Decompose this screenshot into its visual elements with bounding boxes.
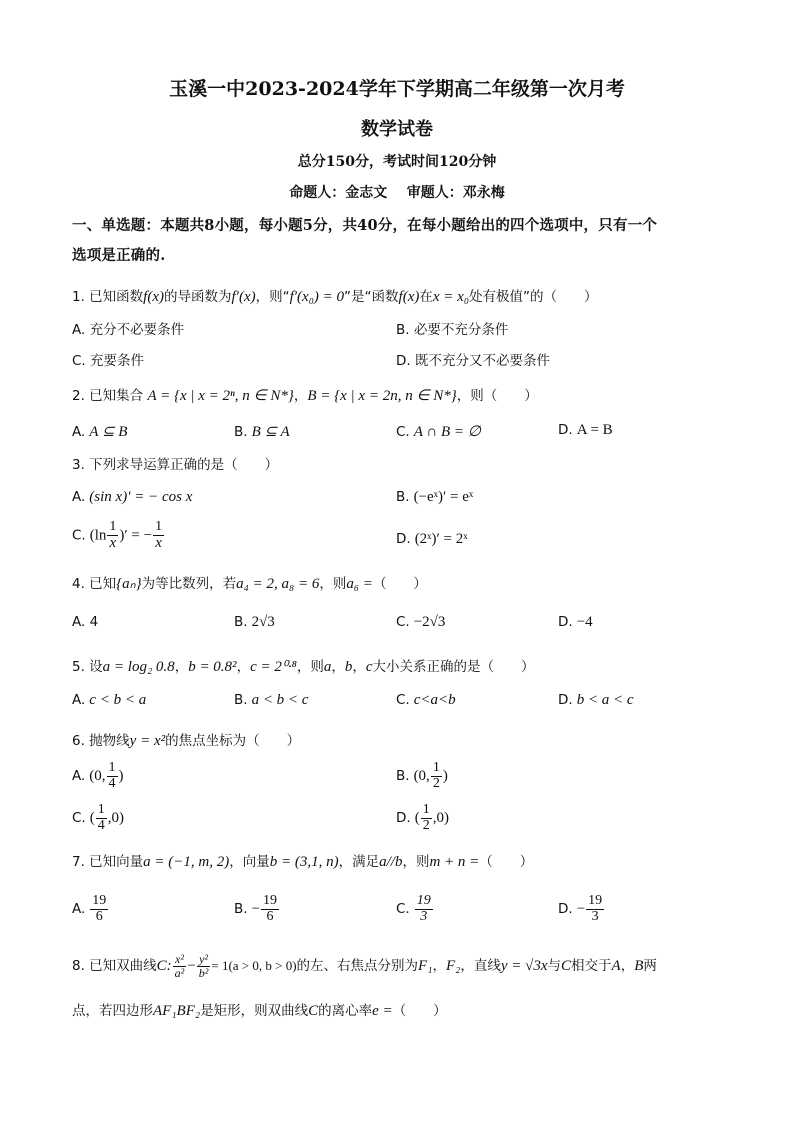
q5-math: a bbox=[323, 659, 332, 675]
option-math: (0, bbox=[89, 768, 106, 785]
option-letter: C. bbox=[396, 692, 410, 708]
q7-math: m + n = bbox=[429, 854, 480, 870]
q5-text: ， bbox=[236, 659, 251, 675]
option-letter: D. bbox=[396, 810, 411, 827]
fraction bbox=[107, 761, 118, 791]
option-letter: A. bbox=[72, 901, 86, 918]
option-math: a < b < c bbox=[251, 692, 309, 708]
q2-text: 2. 已知集合 bbox=[72, 388, 144, 404]
option-math: (sin x)′ = − cos x bbox=[89, 489, 193, 505]
q7-math: b = (3,1, n) bbox=[269, 854, 339, 870]
q2-option-b bbox=[234, 422, 290, 441]
q5-math: b = 0.8² bbox=[188, 659, 237, 675]
fraction bbox=[261, 894, 279, 924]
q1-math: f(x) bbox=[398, 289, 420, 305]
q5-text: ， bbox=[174, 659, 189, 675]
q2-option-d bbox=[558, 422, 613, 439]
option-math: −4 bbox=[576, 614, 593, 630]
q5-text: ， bbox=[331, 659, 345, 675]
denominator: b² bbox=[198, 965, 209, 980]
numerator: 19 bbox=[263, 893, 278, 908]
option-math: ( bbox=[414, 810, 420, 827]
q4-text: 为等比数列，若 bbox=[141, 576, 237, 592]
option-letter: C. bbox=[72, 527, 86, 544]
q6-option-b bbox=[396, 761, 448, 791]
q5-math: b bbox=[344, 659, 353, 675]
option-letter: A. bbox=[72, 424, 86, 440]
q5-option-b bbox=[234, 692, 308, 709]
q7-option-b bbox=[234, 894, 280, 924]
q8-math: B bbox=[634, 958, 644, 975]
q1-math: x = x₀ bbox=[432, 289, 470, 305]
q8-math: y = √3x bbox=[500, 958, 548, 975]
q5-math: a = log₂ 0.8 bbox=[102, 659, 175, 675]
q8-math: AF₁BF₂ bbox=[153, 1003, 201, 1019]
option-letter: B. bbox=[396, 768, 410, 785]
q7-text: （ ） bbox=[479, 854, 534, 870]
option-math: c<a<b bbox=[413, 692, 456, 708]
fraction bbox=[421, 803, 432, 833]
q5-text: 5. 设 bbox=[72, 659, 103, 675]
fraction bbox=[586, 894, 604, 924]
fraction bbox=[431, 761, 442, 791]
q1-text: ，则“ bbox=[255, 289, 290, 305]
exam-authors: 命题人：金志文 审题人：邓永梅 bbox=[289, 185, 505, 201]
q4-option-d bbox=[558, 614, 593, 631]
numerator: 1 bbox=[422, 802, 430, 817]
option-letter: A. bbox=[72, 692, 86, 708]
exam-title: 玉溪一中2023-2024学年下学期高二年级第一次月考 bbox=[169, 78, 625, 100]
option-math: ,0) bbox=[432, 810, 449, 827]
question-2 bbox=[72, 384, 538, 405]
option-letter: D. bbox=[558, 422, 573, 438]
numerator: 19 bbox=[416, 893, 431, 908]
option-letter: C. bbox=[396, 614, 410, 630]
q3-option-d bbox=[396, 531, 468, 548]
q2-text: ， bbox=[293, 388, 308, 404]
option-letter: D. bbox=[558, 692, 573, 708]
option-letter: A. bbox=[72, 489, 86, 505]
q4-text: ，则 bbox=[319, 576, 347, 592]
fraction bbox=[153, 520, 164, 551]
q8-text: ， bbox=[620, 958, 635, 975]
numerator: x² bbox=[175, 952, 184, 966]
q7-text: ，则 bbox=[402, 854, 430, 870]
fraction bbox=[415, 894, 433, 924]
section-heading: 一、单选题：本题共8小题，每小题5分，共40分，在每小题给出的四个选项中，只有一个 bbox=[72, 217, 658, 234]
option-math: A ∩ B = ∅ bbox=[413, 424, 481, 440]
q8-text: 是矩形，则双曲线 bbox=[200, 1003, 309, 1019]
q1-option-a: A. 充分不必要条件 bbox=[72, 322, 185, 338]
question-8-cont bbox=[72, 999, 447, 1020]
question-1 bbox=[72, 285, 598, 306]
q8-math: F₁ bbox=[418, 958, 433, 975]
option-math: A = B bbox=[576, 422, 613, 438]
option-math: c < b < a bbox=[89, 692, 147, 708]
section-heading-cont: 选项是正确的. bbox=[72, 247, 166, 264]
q1-math: f(x) bbox=[143, 289, 164, 305]
q8-math: = 1(a > 0, b > 0) bbox=[211, 958, 297, 974]
numerator: 1 bbox=[108, 760, 116, 775]
denominator: a² bbox=[174, 965, 185, 980]
q8-math: e = bbox=[372, 1003, 393, 1019]
q7-text: ，向量 bbox=[229, 854, 270, 870]
q3-option-c bbox=[72, 520, 165, 551]
option-letter: B. bbox=[234, 901, 248, 918]
q5-math: c = 2⁰·⁸ bbox=[250, 659, 297, 675]
option-letter: C. bbox=[396, 424, 410, 440]
option-letter: B. bbox=[234, 424, 248, 440]
q7-option-a bbox=[72, 894, 109, 924]
option-letter: D. bbox=[558, 614, 573, 630]
q6-option-a bbox=[72, 761, 124, 791]
option-math: )′ = − bbox=[119, 527, 153, 544]
denominator: 6 bbox=[266, 908, 274, 924]
numerator: 19 bbox=[588, 893, 603, 908]
denominator: x bbox=[109, 534, 117, 551]
fraction bbox=[90, 894, 108, 924]
q8-math: A bbox=[611, 958, 621, 975]
option-letter: C. bbox=[72, 810, 86, 827]
q1-option-b: B. 必要不充分条件 bbox=[396, 322, 509, 338]
denominator: 6 bbox=[95, 908, 103, 924]
fraction bbox=[197, 953, 211, 979]
option-math: b < a < c bbox=[576, 692, 634, 708]
q1-math: f′(x₀) = 0 bbox=[289, 289, 345, 305]
q7-option-d bbox=[558, 894, 605, 924]
option-math: (0, bbox=[413, 768, 430, 785]
q8-text: 相交于 bbox=[571, 958, 612, 975]
q4-option-a: A. 4 bbox=[72, 614, 99, 630]
q5-option-a bbox=[72, 692, 146, 709]
q4-text: （ ） bbox=[372, 576, 427, 592]
numerator: 19 bbox=[92, 893, 107, 908]
q5-option-d bbox=[558, 692, 634, 709]
numerator: 1 bbox=[97, 802, 105, 817]
exam-subject: 数学试卷 bbox=[361, 119, 433, 140]
q8-math: C: bbox=[156, 958, 172, 975]
numerator: 1 bbox=[432, 760, 440, 775]
q7-text: ，满足 bbox=[338, 854, 380, 870]
fraction bbox=[96, 803, 107, 833]
q4-option-b bbox=[234, 614, 275, 631]
q2-text: ，则（ ） bbox=[456, 388, 538, 404]
question-4 bbox=[72, 572, 427, 593]
option-math: (ln bbox=[89, 527, 107, 544]
option-letter: C. bbox=[396, 901, 410, 918]
q6-math: y = x² bbox=[129, 733, 166, 749]
question-8 bbox=[72, 953, 657, 979]
option-math: −2√3 bbox=[413, 614, 446, 630]
q5-text: ，则 bbox=[296, 659, 324, 675]
option-letter: B. bbox=[396, 489, 410, 505]
q2-option-a bbox=[72, 422, 127, 441]
option-math: ) bbox=[442, 768, 448, 785]
q8-text: 点，若四边形 bbox=[72, 1003, 153, 1019]
option-math: (2ˣ)′ = 2ˣ bbox=[414, 531, 468, 547]
q6-text: 的焦点坐标为（ ） bbox=[165, 733, 301, 749]
q8-text: （ ） bbox=[392, 1003, 447, 1019]
denominator: 3 bbox=[591, 908, 599, 924]
q5-text: ， bbox=[352, 659, 366, 675]
q1-option-d: D. 既不充分又不必要条件 bbox=[396, 353, 550, 369]
q6-option-c bbox=[72, 803, 124, 833]
q4-math: a₄ = 2, a₈ = 6 bbox=[236, 576, 320, 592]
option-math: (−eˣ)′ = eˣ bbox=[413, 489, 474, 505]
q8-text: ， bbox=[432, 958, 446, 975]
denominator: 4 bbox=[97, 817, 105, 833]
q8-math: − bbox=[187, 958, 196, 975]
option-math: ( bbox=[89, 810, 95, 827]
numerator: y² bbox=[199, 952, 209, 966]
q1-math: f′(x) bbox=[231, 289, 256, 305]
exam-info: 总分150分，考试时间120分钟 bbox=[297, 154, 497, 170]
option-letter: B. bbox=[234, 614, 248, 630]
option-letter: B. bbox=[234, 692, 248, 708]
q4-math: a₆ = bbox=[346, 576, 373, 592]
q8-math: F₂ bbox=[445, 958, 461, 975]
q1-text: 处有极值”的（ ） bbox=[469, 289, 598, 305]
q6-option-d bbox=[396, 803, 449, 833]
denominator: 4 bbox=[108, 775, 116, 791]
q5-text: 大小关系正确的是（ ） bbox=[372, 659, 535, 675]
q1-text: 的导函数为 bbox=[164, 289, 232, 305]
q4-math: {aₙ} bbox=[116, 576, 142, 592]
q7-math: a = (−1, m, 2) bbox=[143, 854, 230, 870]
q8-text: 两 bbox=[643, 958, 657, 975]
q8-text: ，直线 bbox=[460, 958, 501, 975]
q7-option-c bbox=[396, 894, 434, 924]
question-7 bbox=[72, 850, 533, 871]
option-math: − bbox=[251, 901, 261, 918]
q4-text: 4. 已知 bbox=[72, 576, 117, 592]
option-math: A ⊆ B bbox=[89, 424, 128, 440]
option-math: B ⊆ A bbox=[251, 424, 290, 440]
denominator: 2 bbox=[432, 775, 440, 791]
q7-math: a//b bbox=[379, 854, 403, 870]
q1-option-c: C. 充要条件 bbox=[72, 353, 145, 369]
q4-option-c bbox=[396, 614, 445, 631]
q8-math: C bbox=[308, 1003, 319, 1019]
option-letter: D. bbox=[558, 901, 573, 918]
q2-set-b: B = {x | x = 2n, n ∈ N*} bbox=[307, 388, 457, 404]
q5-math: c bbox=[365, 659, 373, 675]
q2-set-a: A = {x | x = 2ⁿ, n ∈ N*} bbox=[147, 388, 294, 404]
option-math: − bbox=[576, 901, 586, 918]
denominator: x bbox=[155, 534, 162, 551]
numerator: 1 bbox=[155, 519, 163, 534]
q1-text: 在 bbox=[419, 289, 433, 305]
option-math: 2√3 bbox=[251, 614, 275, 630]
question-6 bbox=[72, 729, 300, 750]
option-math: ) bbox=[118, 768, 124, 785]
q8-text: 8. 已知双曲线 bbox=[72, 958, 157, 975]
option-math: ,0) bbox=[107, 810, 124, 827]
q3-option-a bbox=[72, 489, 192, 506]
numerator: 1 bbox=[109, 519, 117, 534]
q8-math: C bbox=[561, 958, 572, 975]
option-letter: D. bbox=[396, 531, 411, 547]
q5-option-c bbox=[396, 692, 456, 709]
denominator: 2 bbox=[422, 817, 430, 833]
option-letter: A. bbox=[72, 768, 86, 785]
question-3: 3. 下列求导运算正确的是（ ） bbox=[72, 457, 279, 473]
q8-text: 的离心率 bbox=[318, 1003, 373, 1019]
q1-text: 1. 已知函数 bbox=[72, 289, 144, 305]
q1-text: ”是“函数 bbox=[344, 289, 399, 305]
fraction bbox=[173, 953, 187, 979]
q6-text: 6. 抛物线 bbox=[72, 733, 130, 749]
denominator: 3 bbox=[420, 908, 428, 924]
q7-text: 7. 已知向量 bbox=[72, 854, 144, 870]
q3-option-b bbox=[396, 489, 473, 506]
q8-text: 的左、右焦点分别为 bbox=[296, 958, 419, 975]
question-5 bbox=[72, 655, 535, 676]
fraction bbox=[107, 520, 118, 551]
q8-text: 与 bbox=[547, 958, 561, 975]
q2-option-c bbox=[396, 422, 481, 441]
